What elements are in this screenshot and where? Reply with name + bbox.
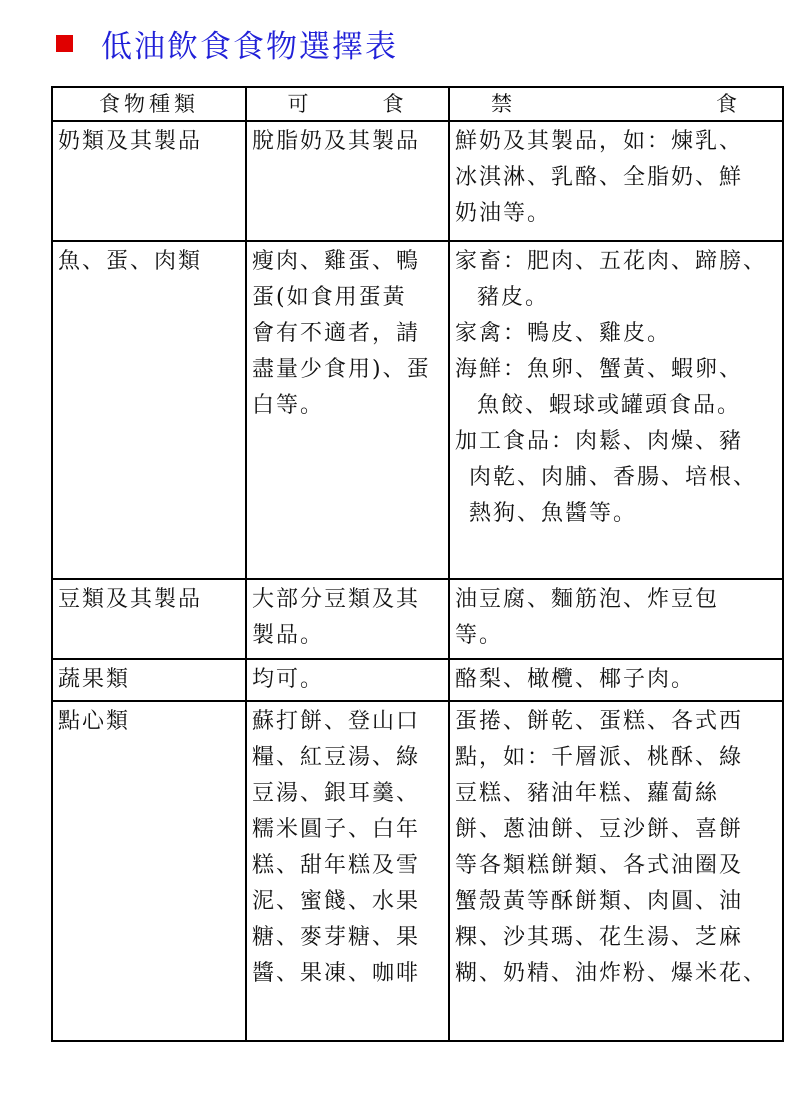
allowed-line: 糧、紅豆湯、綠 <box>252 745 421 770</box>
category-cell <box>52 121 246 241</box>
forbidden-line: 蟹殼黃等酥餅類、肉圓、油 <box>455 889 744 914</box>
allowed-line: 脫脂奶及其製品 <box>252 129 421 154</box>
forbidden-line: 肉乾、肉脯、香腸、培根、 <box>469 465 758 490</box>
forbidden-line: 蛋捲、餅乾、蛋糕、各式西 <box>455 709 744 734</box>
forbidden-line: 等。 <box>455 623 504 648</box>
allowed-cell <box>246 659 449 701</box>
red-square-bullet-icon <box>56 35 73 52</box>
forbidden-line: 酪梨、橄欖、椰子肉。 <box>455 667 696 692</box>
forbidden-cell <box>449 241 783 579</box>
allowed-line: 大部分豆類及其 <box>252 587 421 612</box>
category-cell <box>52 241 246 579</box>
forbidden-line: 點，如：千層派、桃酥、綠 <box>455 745 744 770</box>
allowed-line: 均可。 <box>252 667 325 692</box>
forbidden-line: 豆糕、豬油年糕、蘿蔔絲 <box>455 781 720 806</box>
forbidden-line: 糊、奶精、油炸粉、爆米花、 <box>455 961 768 986</box>
table-row <box>52 579 783 659</box>
header-forbidden <box>449 87 783 121</box>
allowed-line: 豆湯、銀耳羹、 <box>252 781 421 806</box>
allowed-line: 白等。 <box>252 393 325 418</box>
header-category-label: 食物種類 <box>99 92 199 116</box>
allowed-cell <box>246 579 449 659</box>
allowed-line: 醬、果凍、咖啡 <box>252 961 421 986</box>
allowed-line: 糖、麥芽糖、果 <box>252 925 421 950</box>
page-header <box>56 20 398 66</box>
table-row <box>52 121 783 241</box>
forbidden-line: 加工食品：肉鬆、肉燥、豬 <box>455 429 744 454</box>
category-cell <box>52 579 246 659</box>
forbidden-cell <box>449 701 783 1041</box>
table-row <box>52 659 783 701</box>
forbidden-line: 奶油等。 <box>455 201 552 226</box>
forbidden-cell <box>449 121 783 241</box>
forbidden-line: 餅、蔥油餅、豆沙餅、喜餅 <box>455 817 744 842</box>
allowed-line: 盡量少食用)、蛋 <box>252 357 431 382</box>
forbidden-cell <box>449 659 783 701</box>
allowed-cell <box>246 701 449 1041</box>
category-label: 豆類及其製品 <box>58 587 203 612</box>
forbidden-line: 魚餃、蝦球或罐頭食品。 <box>477 393 742 418</box>
forbidden-line: 等各類糕餅類、各式油圈及 <box>455 853 744 878</box>
header-category <box>52 87 246 121</box>
header-allowed <box>246 87 449 121</box>
allowed-line: 製品。 <box>252 623 325 648</box>
forbidden-line: 熱狗、魚醬等。 <box>469 501 638 526</box>
forbidden-line: 油豆腐、麵筋泡、炸豆包 <box>455 587 720 612</box>
forbidden-line: 冰淇淋、乳酪、全脂奶、鮮 <box>455 165 744 190</box>
allowed-line: 瘦肉、雞蛋、鴨 <box>252 249 421 274</box>
table-header-row <box>52 87 783 121</box>
category-label: 魚、蛋、肉類 <box>58 249 203 274</box>
food-selection-table <box>51 86 784 1042</box>
page-title: 低油飲食食物選擇表 <box>101 28 398 65</box>
table-row <box>52 241 783 579</box>
forbidden-line: 家禽：鴨皮、雞皮。 <box>455 321 672 346</box>
category-cell <box>52 701 246 1041</box>
allowed-cell <box>246 121 449 241</box>
category-label: 點心類 <box>58 709 131 734</box>
forbidden-line: 鮮奶及其製品，如：煉乳、 <box>455 129 744 154</box>
allowed-line: 蘇打餅、登山口 <box>252 709 421 734</box>
allowed-cell <box>246 241 449 579</box>
allowed-line: 蛋(如食用蛋黃 <box>252 285 407 310</box>
allowed-line: 會有不適者，請 <box>252 321 421 346</box>
forbidden-line: 海鮮：魚卵、蟹黃、蝦卵、 <box>455 357 744 382</box>
allowed-line: 泥、蜜餞、水果 <box>252 889 421 914</box>
category-label: 蔬果類 <box>58 667 131 692</box>
forbidden-line: 家畜：肥肉、五花肉、蹄膀、 <box>455 249 768 274</box>
forbidden-line: 粿、沙其瑪、花生湯、芝麻 <box>455 925 744 950</box>
allowed-line: 糯米圓子、白年 <box>252 817 421 842</box>
forbidden-line: 豬皮。 <box>477 285 550 310</box>
allowed-line: 糕、甜年糕及雪 <box>252 853 421 878</box>
header-forbidden-label: 禁食 <box>491 92 741 116</box>
table-row <box>52 701 783 1041</box>
category-label: 奶類及其製品 <box>58 129 203 154</box>
forbidden-cell <box>449 579 783 659</box>
header-allowed-label: 可食 <box>287 92 408 116</box>
category-cell <box>52 659 246 701</box>
